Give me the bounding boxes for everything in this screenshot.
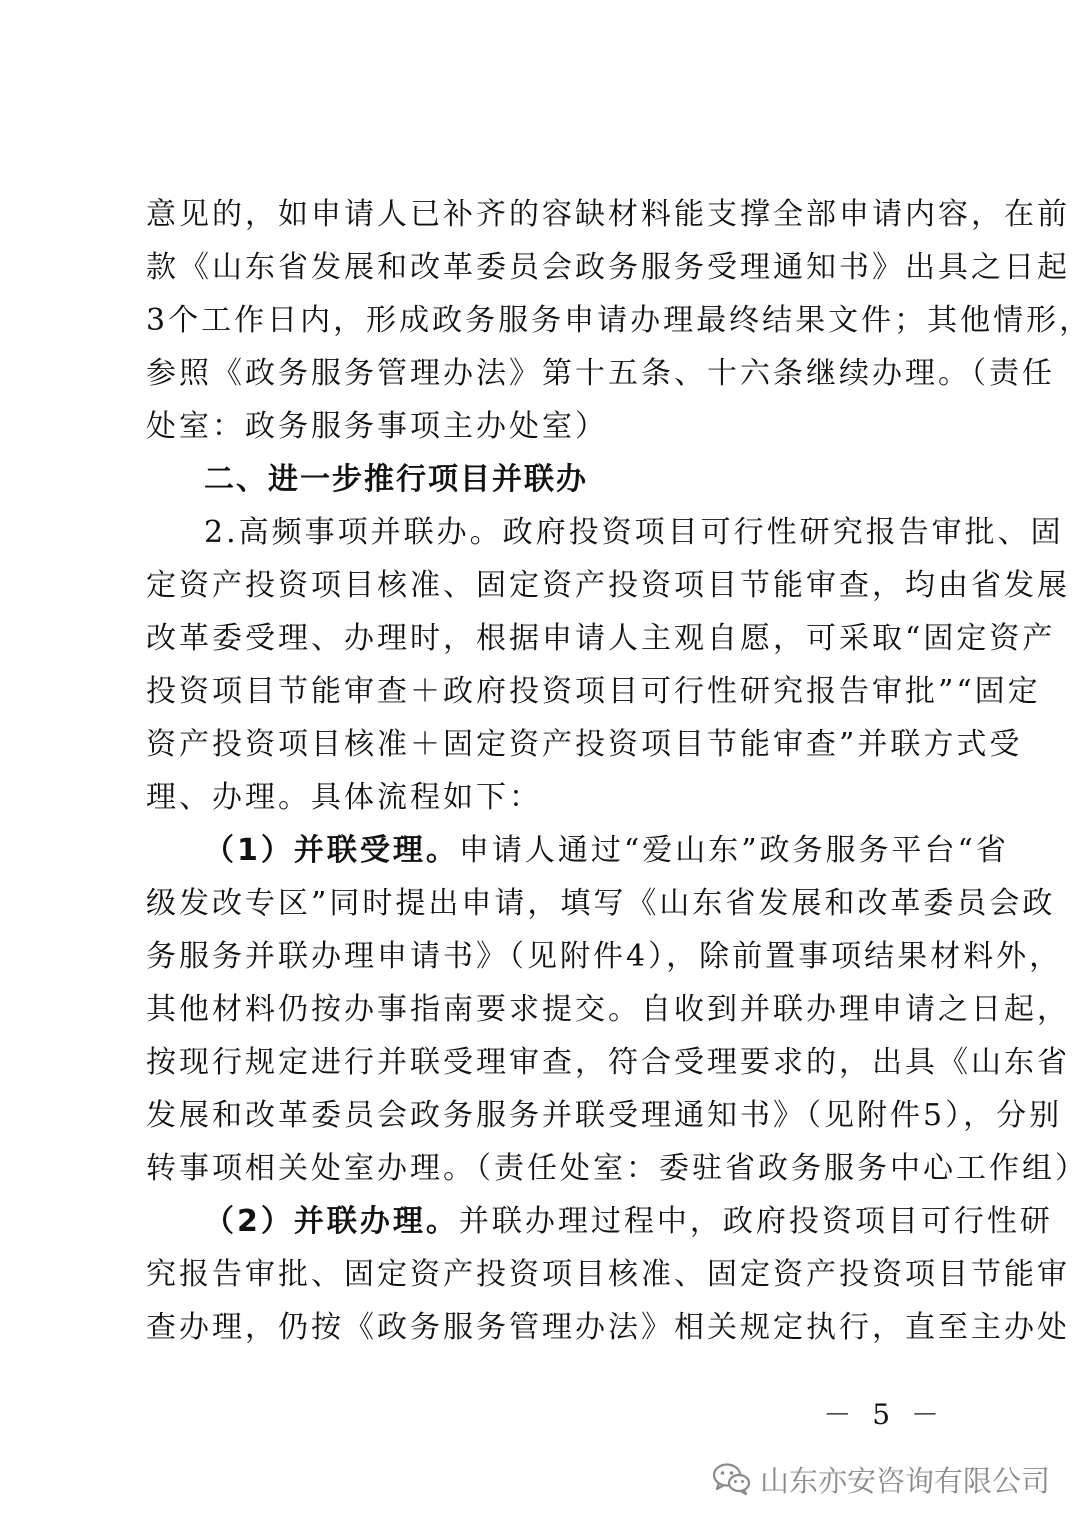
paragraph-line: [146, 1094, 1063, 1138]
line-text: 2.高频事项并联办。政府投资项目可行性研究报告审批、固: [204, 515, 1064, 550]
paragraph-line: [146, 564, 1070, 608]
line-text: 发展和改革委员会政务服务并联受理通知书》（见附件5），分别: [146, 1098, 1063, 1133]
paragraph-line: [146, 882, 1056, 926]
item-lead: （1）并联受理。: [204, 833, 459, 868]
line-text: 处室：政务服务事项主办处室）: [146, 409, 608, 444]
paragraph-line: [146, 405, 946, 449]
line-text: 务服务并联办理申请书》（见附件4），除前置事项结果材料外，: [146, 939, 1063, 974]
paragraph-line: [146, 1306, 1070, 1350]
paragraph-line: [204, 511, 1064, 555]
line-text: 定资产投资项目核准、固定资产投资项目节能审查，均由省发展: [146, 568, 1070, 603]
line-text: 其他材料仍按办事指南要求提交。自收到并联办理申请之日起，: [146, 992, 1070, 1027]
line-text: 按现行规定进行并联受理审查，符合受理要求的，出具《山东省: [146, 1045, 1070, 1080]
line-text: 意见的，如申请人已补齐的容缺材料能支撑全部申请内容，在前: [146, 197, 1070, 232]
watermark-text: 山东亦安咨询有限公司: [759, 1463, 1050, 1498]
paragraph-line: [146, 1253, 1070, 1297]
line-text: 转事项相关处室办理。（责任处室：委驻省政务服务中心工作组）: [146, 1151, 1088, 1186]
heading-text: 二、进一步推行项目并联办: [204, 462, 588, 497]
item-lead: （2）并联办理。: [204, 1204, 459, 1239]
paragraph-line: [204, 1200, 1053, 1244]
line-text: 款《山东省发展和改革委员会政务服务受理通知书》出具之日起: [146, 250, 1070, 285]
paragraph-line: [146, 1041, 1070, 1085]
line-text: 投资项目节能审查＋政府投资项目可行性研究报告审批”“固定: [146, 674, 1041, 709]
paragraph-line: [204, 829, 1009, 873]
section-heading: [204, 458, 946, 502]
line-text: 查办理，仍按《政务服务管理办法》相关规定执行，直至主办处: [146, 1310, 1070, 1345]
paragraph-line: [146, 776, 946, 820]
line-text: 3个工作日内，形成政务服务申请办理最终结果文件；其他情形，: [146, 303, 1092, 338]
paragraph-line: [146, 299, 1092, 343]
paragraph-line: [146, 246, 1070, 290]
paragraph-line: [146, 617, 1056, 661]
line-text: 理、办理。具体流程如下：: [146, 780, 542, 815]
line-text: 申请人通过“爱山东”政务服务平台“省: [458, 833, 1009, 868]
paragraph-line: [146, 723, 1023, 767]
watermark: [712, 1457, 1050, 1501]
line-text: 究报告审批、固定资产投资项目核准、固定资产投资项目节能审: [146, 1257, 1070, 1292]
paragraph-line: [146, 193, 1070, 237]
paragraph-line: [146, 988, 1070, 1032]
line-text: 级发改专区”同时提出申请，填写《山东省发展和改革委员会政: [146, 886, 1056, 921]
line-text: 资产投资项目核准＋固定资产投资项目节能审查”并联方式受: [146, 727, 1023, 762]
line-text: 改革委受理、办理时，根据申请人主观自愿，可采取“固定资产: [146, 621, 1056, 656]
line-text: 参照《政务服务管理办法》第十五条、十六条继续办理。（责任: [146, 356, 1055, 391]
paragraph-line: [146, 352, 1055, 396]
line-text: 并联办理过程中，政府投资项目可行性研: [458, 1204, 1053, 1239]
paragraph-line: [146, 1147, 1088, 1191]
paragraph-line: [146, 935, 1063, 979]
page-number: － 5 －: [823, 1398, 945, 1431]
wechat-icon: [712, 1462, 752, 1496]
paragraph-line: [146, 670, 1041, 714]
